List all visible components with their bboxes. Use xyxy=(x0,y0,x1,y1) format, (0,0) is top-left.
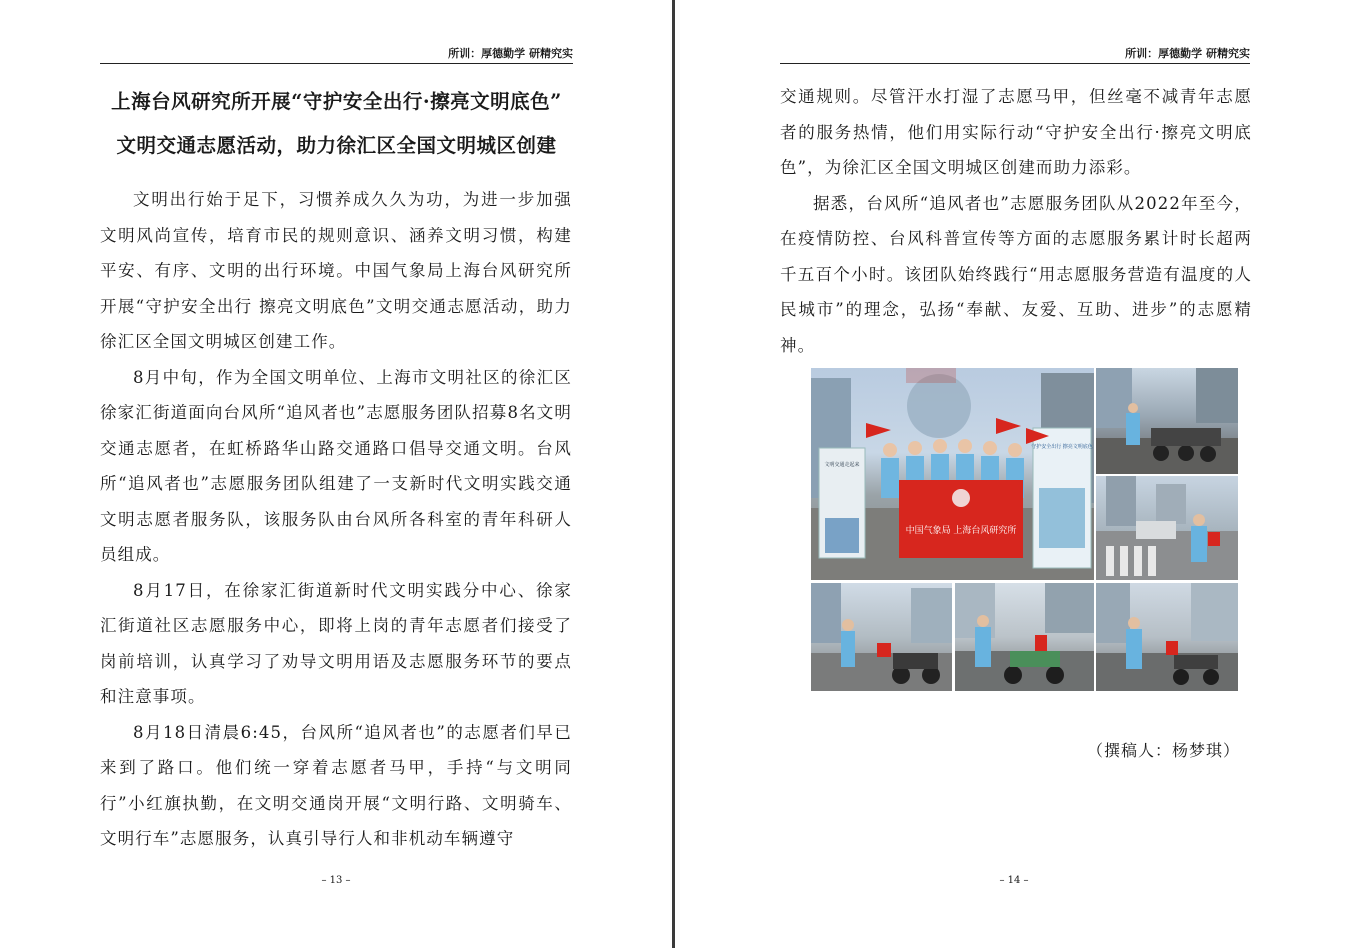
article-title-line2: 文明交通志愿活动，助力徐汇区全国文明城区创建 xyxy=(116,134,557,157)
article-title-line1: 上海台风研究所开展“守护安全出行·擦亮文明底色” xyxy=(111,90,562,113)
paragraph: 8月17日，在徐家汇街道新时代文明实践分中心、徐家汇街道社区志愿服务中心，即将上岗的青年志愿者们接受了岗前培训，认真学习了劝导文明用语及志愿服务环节的要点和注意事项。 xyxy=(100,580,572,706)
right-page xyxy=(676,0,1346,948)
photo-street-bikes xyxy=(1096,368,1238,474)
left-page xyxy=(0,0,672,948)
page-header-motto: 所训：厚德勤学 研精究实 xyxy=(1125,47,1250,60)
photo-volunteer-flag xyxy=(811,583,952,691)
page-header-motto: 所训：厚德勤学 研精究实 xyxy=(448,47,573,60)
page-divider xyxy=(672,0,675,948)
article-body-left xyxy=(100,182,572,857)
article-body-right xyxy=(780,79,1252,363)
paragraph: 8月18日清晨6:45，台风所“追风者也”的志愿者们早已来到了路口。他们统一穿着志愿者马甲，手持“与文明同行”小红旗执勤，在文明交通岗开展“文明行路、文明骑车、文明行车”志愿服务，认真引导行人和非机动车辆遵守 xyxy=(100,722,572,848)
paragraph: 8月中旬，作为全国文明单位、上海市文明社区的徐汇区徐家汇街道面向台风所“追风者也”志愿服务团队招募8名文明交通志愿者，在虹桥路华山路交通路口倡导交通文明。台风所“追风者也”志愿服务团队组建了一支新时代文明实践交通文明志愿者服务队，该服务队由台风所各科室的青年科研人员组成。 xyxy=(100,367,572,564)
paragraph: 据悉，台风所“追风者也”志愿服务团队从2022年至今，在疫情防控、台风科普宣传等方面的志愿服务累计时长超两千五百个小时。该团队始终践行“用志愿服务营造有温度的人民城市”的理念，弘扬“奉献、友爱、互助、进步”的志愿精神。 xyxy=(780,193,1252,355)
header-rule xyxy=(100,63,573,64)
page-number: – 13 – xyxy=(321,875,351,886)
photo-volunteer-cyclist xyxy=(955,583,1094,691)
paragraph-continuation: 交通规则。尽管汗水打湿了志愿马甲，但丝毫不减青年志愿者的服务热情，他们用实际行动“守护安全出行·擦亮文明底色”，为徐汇区全国文明城区创建而助力添彩。 xyxy=(780,87,1252,177)
photo-crosswalk xyxy=(1096,476,1238,580)
photo-group-volunteers xyxy=(811,368,1094,580)
banner-text: 中国气象局 上海台风研究所 xyxy=(905,526,1017,536)
poster-right-title: 守护安全出行 擦亮文明底色 xyxy=(1031,444,1093,450)
photo-volunteer-guide xyxy=(1096,583,1238,691)
header-rule xyxy=(780,63,1250,64)
page-number: – 14 – xyxy=(999,875,1029,886)
paragraph: 文明出行始于足下，习惯养成久久为功，为进一步加强文明风尚宣传，培育市民的规则意识、涵养文明习惯，构建平安、有序、文明的出行环境。中国气象局上海台风研究所开展“守护安全出行 擦亮文明底色”文明交通志愿活动，助力徐汇区全国文明城区创建工作。 xyxy=(100,190,572,351)
author-signature: （撰稿人：杨梦琪） xyxy=(1086,741,1240,760)
poster-left-title: 文明交通走起来 xyxy=(824,462,860,468)
photo-collage xyxy=(811,368,1238,692)
